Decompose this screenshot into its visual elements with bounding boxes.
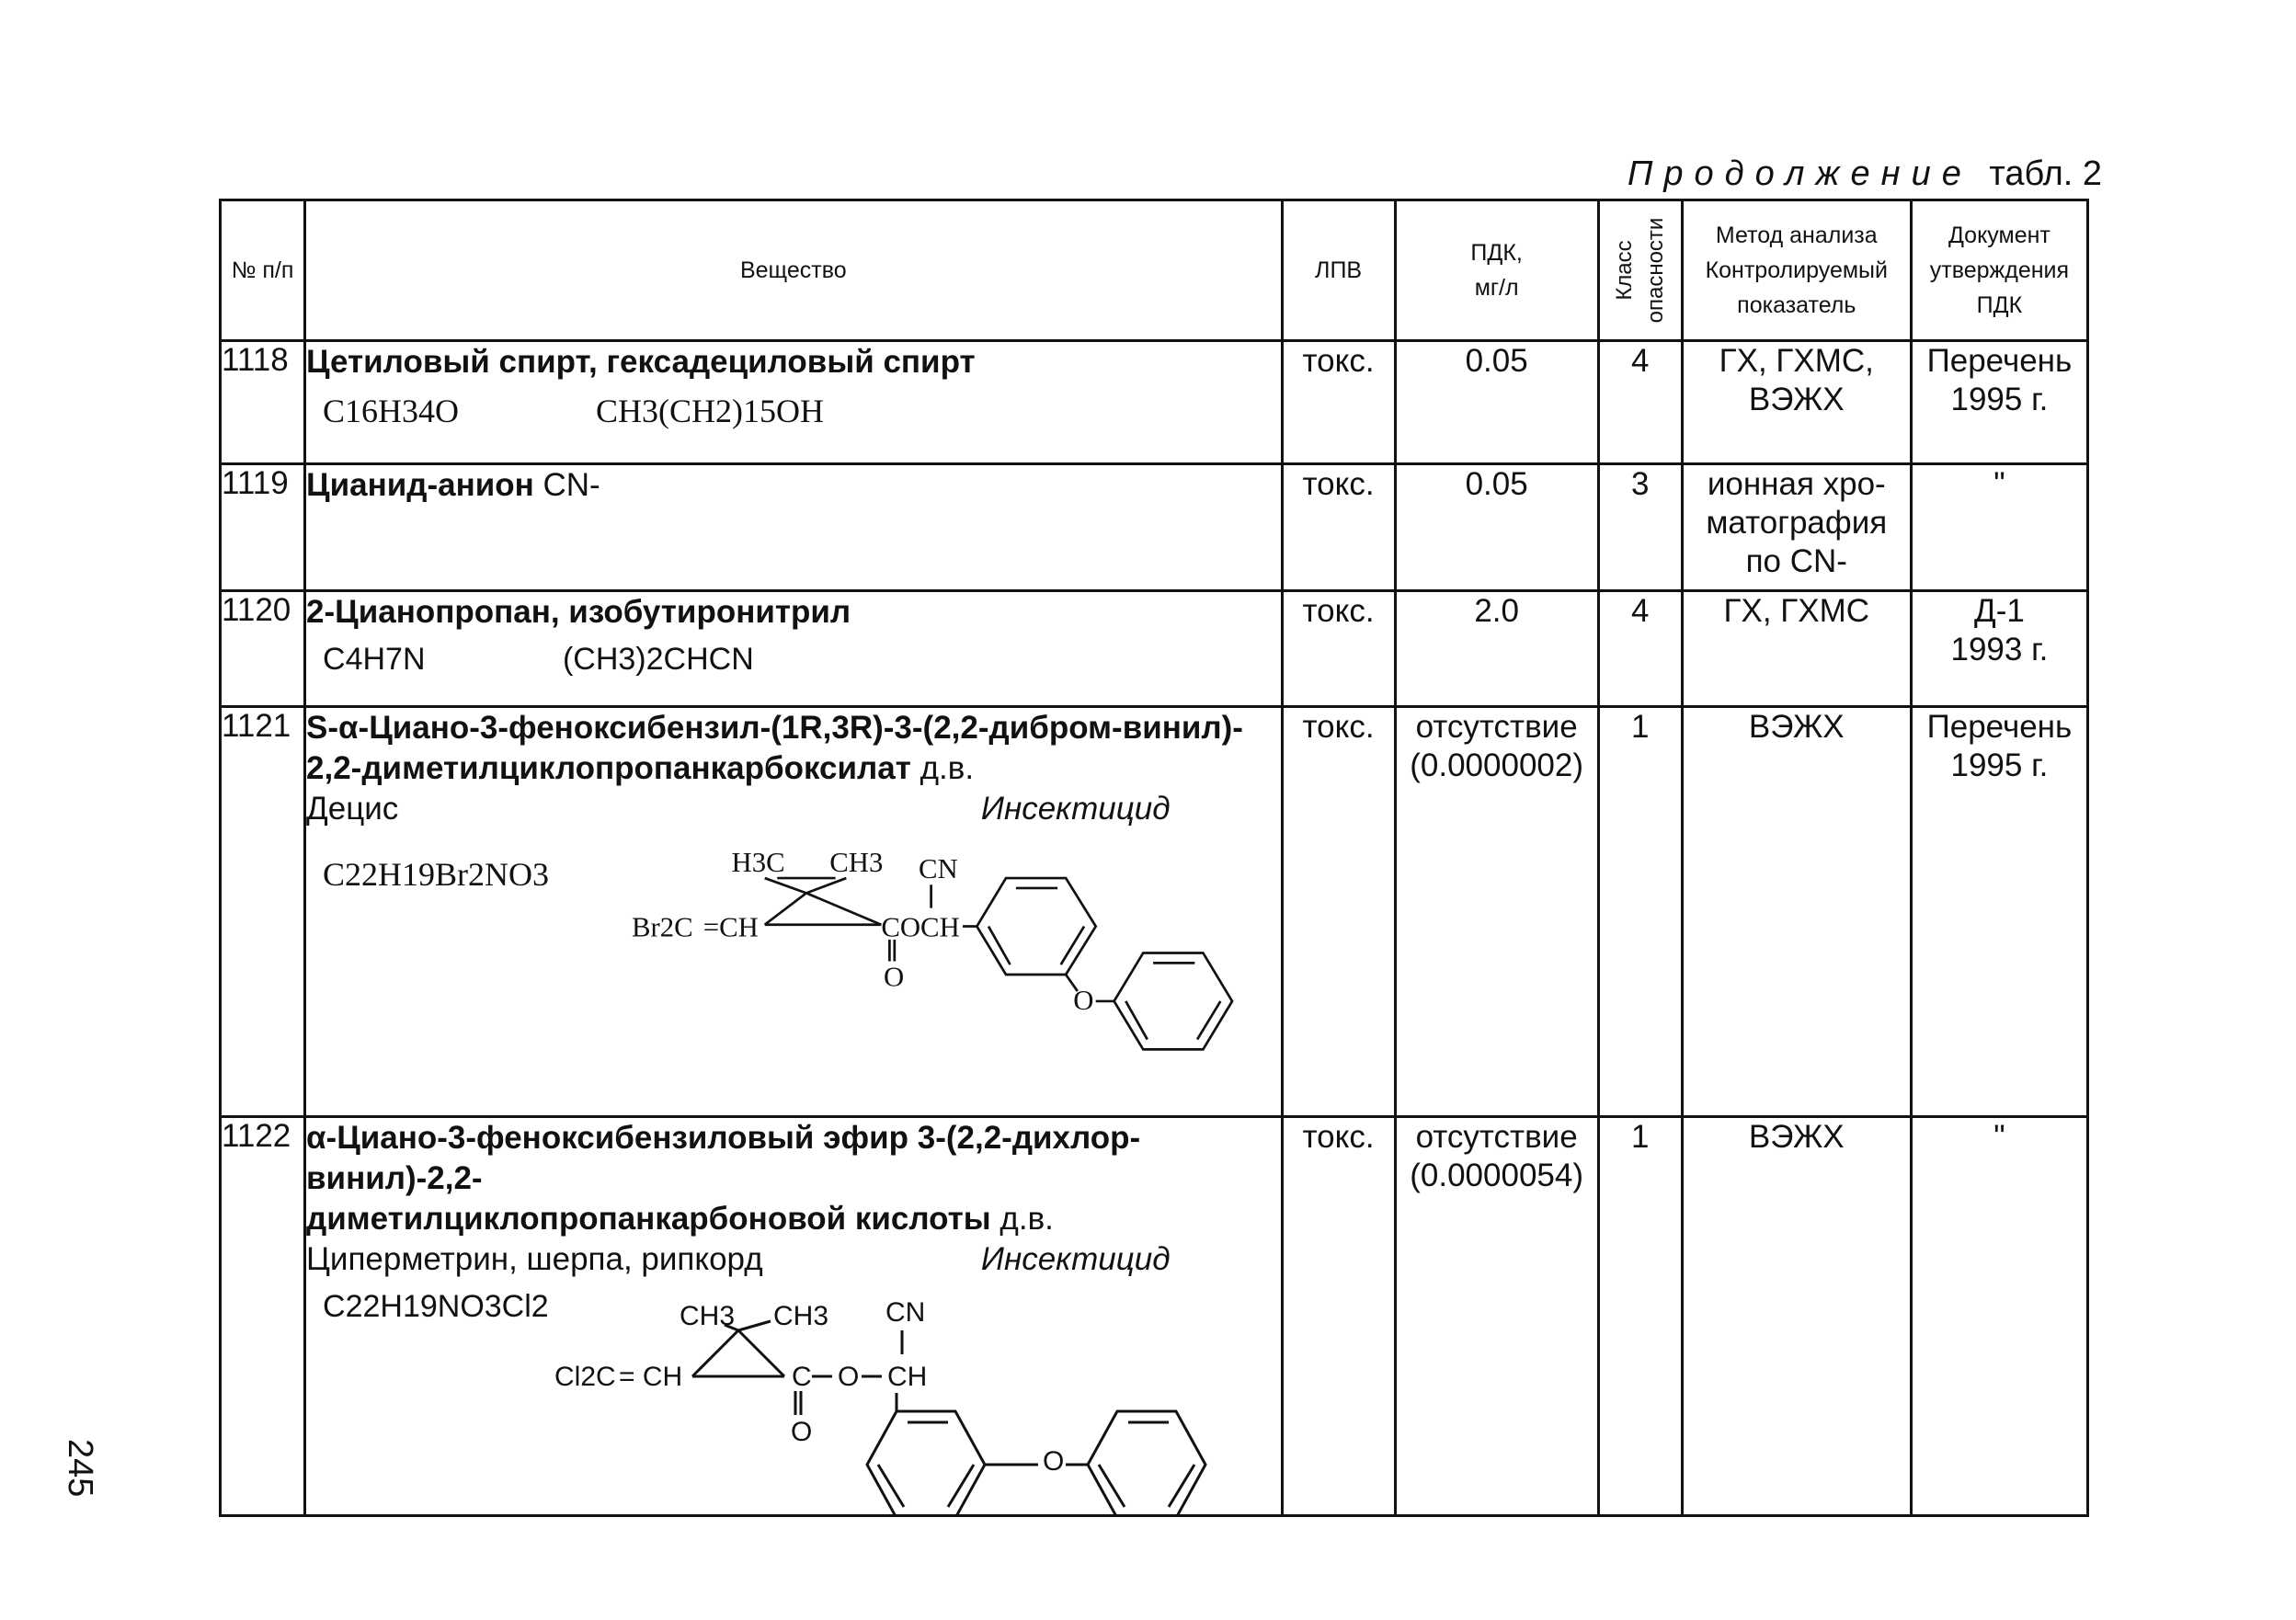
structure-diagram-cypermethrin: [554, 1294, 1217, 1514]
table-continuation-label: [1628, 154, 2102, 194]
header-doc-line2: утверждения: [1929, 257, 2070, 283]
row-number: 1119: [221, 464, 305, 591]
header-method-line1: Метод анализа: [1715, 222, 1878, 248]
pdk-line1: отсутствие: [1415, 709, 1578, 745]
doc-line2: 1995 г.: [1950, 747, 2049, 783]
trade-name: Децис: [306, 791, 399, 827]
lpv-cell: токс.: [1282, 1117, 1395, 1516]
label-cn: CN: [919, 853, 958, 885]
header-doc-line1: Документ: [1948, 222, 2050, 248]
method-cell: [1682, 341, 1911, 464]
synonym-line: [306, 789, 1281, 829]
trade-names: Циперметрин, шерпа, рипкорд: [306, 1241, 763, 1277]
row-number: 1118: [221, 341, 305, 464]
lpv-cell: токс.: [1282, 464, 1395, 591]
doc-line1: Перечень: [1926, 709, 2073, 745]
header-pdk-line1: ПДК,: [1470, 240, 1523, 266]
header-class-line2: опасности: [1642, 217, 1668, 324]
header-class-line1: Класс: [1611, 240, 1637, 301]
label-ch-alpha: CH: [887, 1362, 928, 1392]
substance-name-part: диметилциклопропанкарбоновой кислоты: [306, 1201, 991, 1237]
substance-cell: [305, 341, 1283, 464]
structural-formula: CH3(CH2)15OH: [596, 393, 825, 429]
doc-line2: 1995 г.: [1950, 382, 2049, 417]
lpv-cell: токс.: [1282, 591, 1395, 707]
method-line2: матография: [1706, 505, 1888, 541]
pdk-line2: (0.0000002): [1410, 747, 1584, 783]
label-ch: = CH: [619, 1362, 683, 1392]
doc-line2: 1993 г.: [1950, 632, 2049, 667]
table-header-row: [221, 200, 2088, 341]
label-ch3: CH3: [829, 846, 884, 878]
table-row: [221, 1117, 2088, 1516]
pdk-cell: 0.05: [1395, 341, 1598, 464]
doc-line1: Д-1: [1974, 593, 2025, 629]
label-ch3-right: CH3: [773, 1301, 829, 1331]
header-pdk-line2: мг/л: [1474, 275, 1519, 301]
formula-line: [306, 392, 1281, 430]
class-cell: 4: [1598, 341, 1682, 464]
pdk-cell: 0.05: [1395, 464, 1598, 591]
label-carbonyl-o: O: [791, 1417, 813, 1447]
formula-line: [306, 642, 1281, 678]
substance-cell: [305, 591, 1283, 707]
class-cell: 1: [1598, 1117, 1682, 1516]
row-number: 1121: [221, 707, 305, 1117]
substance-name-line2: [306, 1199, 1281, 1239]
substance-name-line1: S-α-Циано-3-феноксибензил-(1R,3R)-3-(2,2-дибром-винил)-: [306, 710, 1243, 746]
pdk-line2: (0.0000054): [1410, 1158, 1584, 1193]
substance-cell: [305, 464, 1283, 591]
header-class: [1598, 200, 1682, 341]
doc-line1: Перечень: [1926, 343, 2073, 379]
method-cell: ВЭЖХ: [1682, 1117, 1911, 1516]
substance-name: Цианид-анион: [306, 467, 534, 503]
pdk-line1: отсутствие: [1415, 1119, 1578, 1155]
molecular-formula: C22H19NO3Cl2: [323, 1289, 549, 1324]
class-cell: 1: [1598, 707, 1682, 1117]
label-ester-o: O: [838, 1362, 860, 1392]
page-number: 245: [61, 1439, 99, 1498]
lpv-cell: токс.: [1282, 341, 1395, 464]
label-carbonyl-o: O: [884, 961, 905, 993]
header-method: [1682, 200, 1911, 341]
substances-table: [219, 199, 2089, 1517]
substance-cell: [305, 1117, 1283, 1516]
class-cell: 4: [1598, 591, 1682, 707]
pdk-cell: 2.0: [1395, 591, 1598, 707]
method-cell: ВЭЖХ: [1682, 707, 1911, 1117]
method-line2: ВЭЖХ: [1748, 382, 1845, 417]
method-line1: ионная хро-: [1707, 466, 1886, 502]
label-ch3-left: CH3: [680, 1301, 736, 1331]
header-method-line3: показатель: [1737, 292, 1856, 318]
substance-ion: CN-: [543, 467, 600, 503]
method-cell: [1682, 464, 1911, 591]
header-method-line2: Контролируемый: [1705, 257, 1888, 283]
substance-name-line1: α-Циано-3-феноксибензиловый эфир 3-(2,2-дихлор-винил)-2,2-: [306, 1120, 1141, 1196]
substance-name-line: [306, 465, 1281, 506]
row-number: 1122: [221, 1117, 305, 1516]
substance-cell: [305, 707, 1283, 1117]
molecular-formula: C4H7N: [323, 642, 426, 677]
active-substance-mark: д.в.: [920, 750, 975, 786]
label-br2c: Br2C: [632, 911, 693, 943]
label-ether-o: O: [1043, 1446, 1065, 1477]
document-cell: [1911, 591, 2087, 707]
usage-type: Инсектицид: [980, 1241, 1171, 1277]
pdk-cell: [1395, 707, 1598, 1117]
header-pdk: [1395, 200, 1598, 341]
table-row: [221, 341, 2088, 464]
method-line1: ГХ, ГХМС,: [1719, 343, 1874, 379]
header-lpv: ЛПВ: [1282, 200, 1395, 341]
formula-block: [306, 829, 1281, 1081]
structural-formula: (CH3)2CHCN: [562, 642, 754, 677]
table-reference: табл. 2: [1989, 154, 2102, 193]
table-row: [221, 591, 2088, 707]
document-cell: ": [1911, 1117, 2087, 1516]
lpv-cell: токс.: [1282, 707, 1395, 1117]
substance-name-line2: [306, 748, 1281, 789]
table-row: [221, 464, 2088, 591]
header-doc-line3: ПДК: [1976, 292, 2023, 318]
label-ch: =CH: [703, 911, 759, 943]
substance-name-part: 2,2-диметилциклопропанкарбоксилат: [306, 750, 911, 786]
pdk-cell: [1395, 1117, 1598, 1516]
synonym-line: [306, 1239, 1281, 1280]
label-carbon: C: [792, 1362, 812, 1392]
class-cell: 3: [1598, 464, 1682, 591]
method-line3: по CN-: [1745, 543, 1847, 579]
substance-name: Цетиловый спирт, гексадециловый спирт: [306, 344, 976, 380]
continuation-word: Продолжение: [1627, 154, 1972, 193]
substance-name: 2-Цианопропан, изобутиронитрил: [306, 594, 851, 630]
row-number: 1120: [221, 591, 305, 707]
label-cn: CN: [885, 1297, 926, 1328]
label-h3c: H3C: [731, 846, 785, 878]
active-substance-mark: д.в.: [1000, 1201, 1054, 1237]
label-coch: COCH: [881, 911, 960, 943]
header-num: № п/п: [221, 200, 305, 341]
header-document: [1911, 200, 2087, 341]
molecular-formula: C16H34O: [323, 393, 460, 429]
usage-type: Инсектицид: [980, 791, 1171, 827]
table-row: [221, 707, 2088, 1117]
method-cell: ГХ, ГХМС: [1682, 591, 1911, 707]
label-cl2c: Cl2C: [554, 1362, 616, 1392]
document-cell: [1911, 341, 2087, 464]
structure-diagram-deltamethrin: [632, 833, 1281, 1081]
document-cell: ": [1911, 464, 2087, 591]
document-cell: [1911, 707, 2087, 1117]
header-substance: Вещество: [305, 200, 1283, 341]
molecular-formula: C22H19Br2NO3: [323, 856, 550, 893]
label-ether-o: O: [1073, 984, 1094, 1016]
